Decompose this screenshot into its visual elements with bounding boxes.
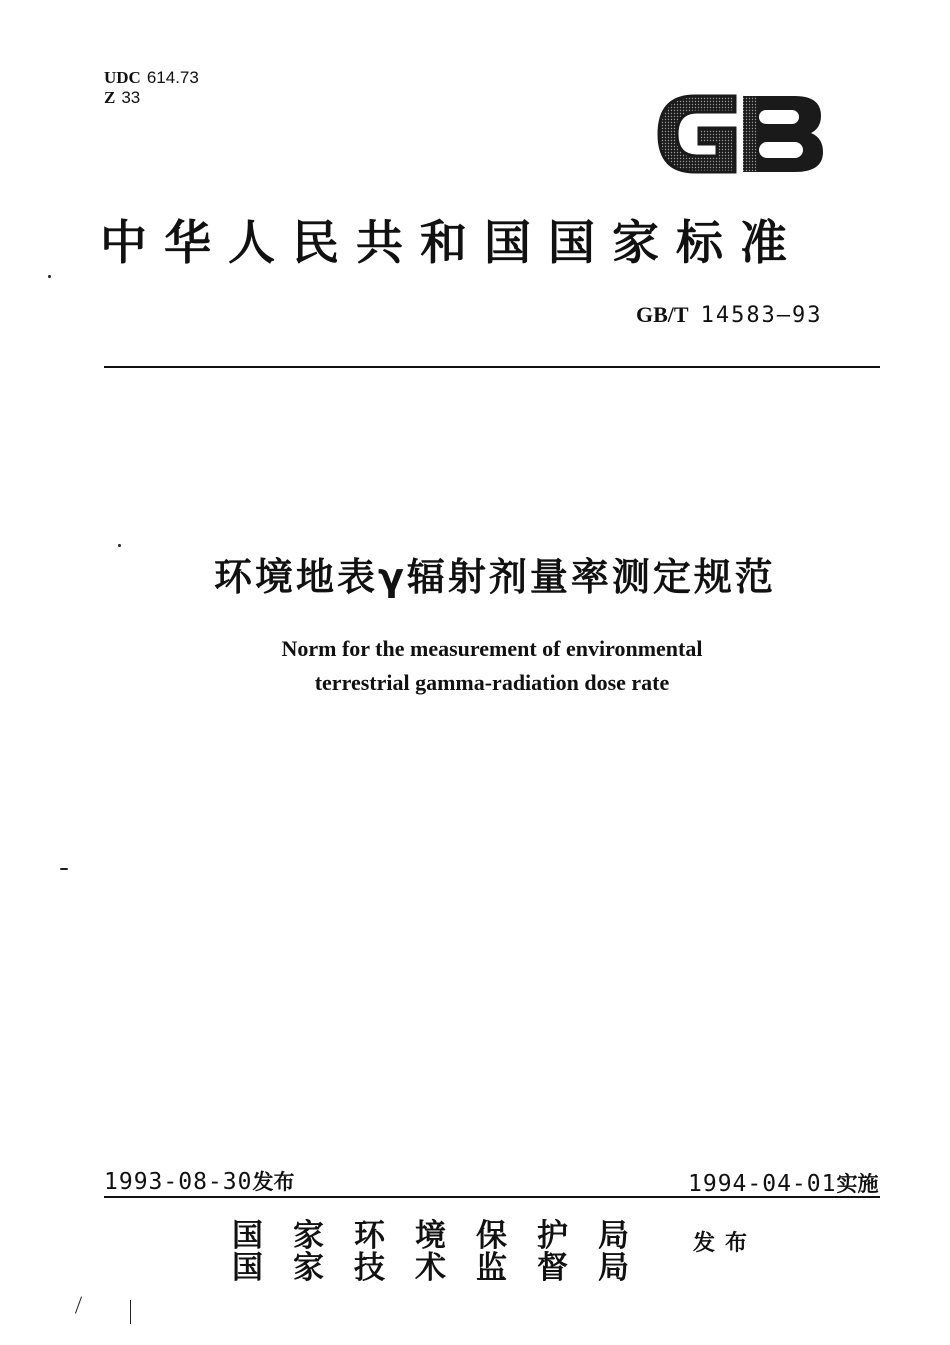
issuing-org-2: 国家技术监督局: [232, 1250, 659, 1286]
top-divider: [104, 366, 880, 368]
standard-code-prefix: GB/T: [636, 302, 689, 327]
implementation-date-suffix: 实施: [836, 1172, 879, 1196]
scan-speck: [48, 275, 51, 278]
document-title-en-line1: Norm for the measurement of environmental: [281, 636, 703, 661]
standard-title: 中华人民共和国国家标准: [100, 216, 804, 271]
scan-speck: [130, 1300, 131, 1324]
issuing-org-1: 国家环境保护局: [232, 1218, 659, 1254]
udc-value: 614.73: [146, 68, 199, 87]
document-title-en: [0, 632, 950, 700]
udc-line: [104, 68, 199, 88]
z-label: Z: [104, 88, 116, 107]
standard-code: [636, 302, 823, 328]
bottom-divider: [104, 1196, 880, 1198]
gb-logo: [655, 88, 827, 180]
classification-block: [104, 68, 199, 108]
scan-speck: [60, 868, 68, 870]
standard-code-number: 14583—93: [700, 303, 823, 328]
implementation-date-value: 1994-04-01: [688, 1171, 837, 1197]
issued-by-label: 发布: [693, 1231, 758, 1256]
implementation-date: [688, 1168, 878, 1198]
issue-date: [104, 1166, 294, 1196]
document-title-en-line2: terrestrial gamma-radiation dose rate: [314, 670, 670, 695]
scan-speck: [75, 1296, 82, 1313]
scan-speck: [118, 544, 121, 547]
udc-label: UDC: [104, 68, 141, 87]
z-value: 33: [121, 88, 141, 107]
issue-date-value: 1993-08-30: [104, 1169, 253, 1195]
z-line: [104, 88, 199, 108]
document-title-zh: 环境地表γ辐射剂量率测定规范: [214, 555, 776, 599]
issue-date-suffix: 发布: [252, 1170, 295, 1194]
